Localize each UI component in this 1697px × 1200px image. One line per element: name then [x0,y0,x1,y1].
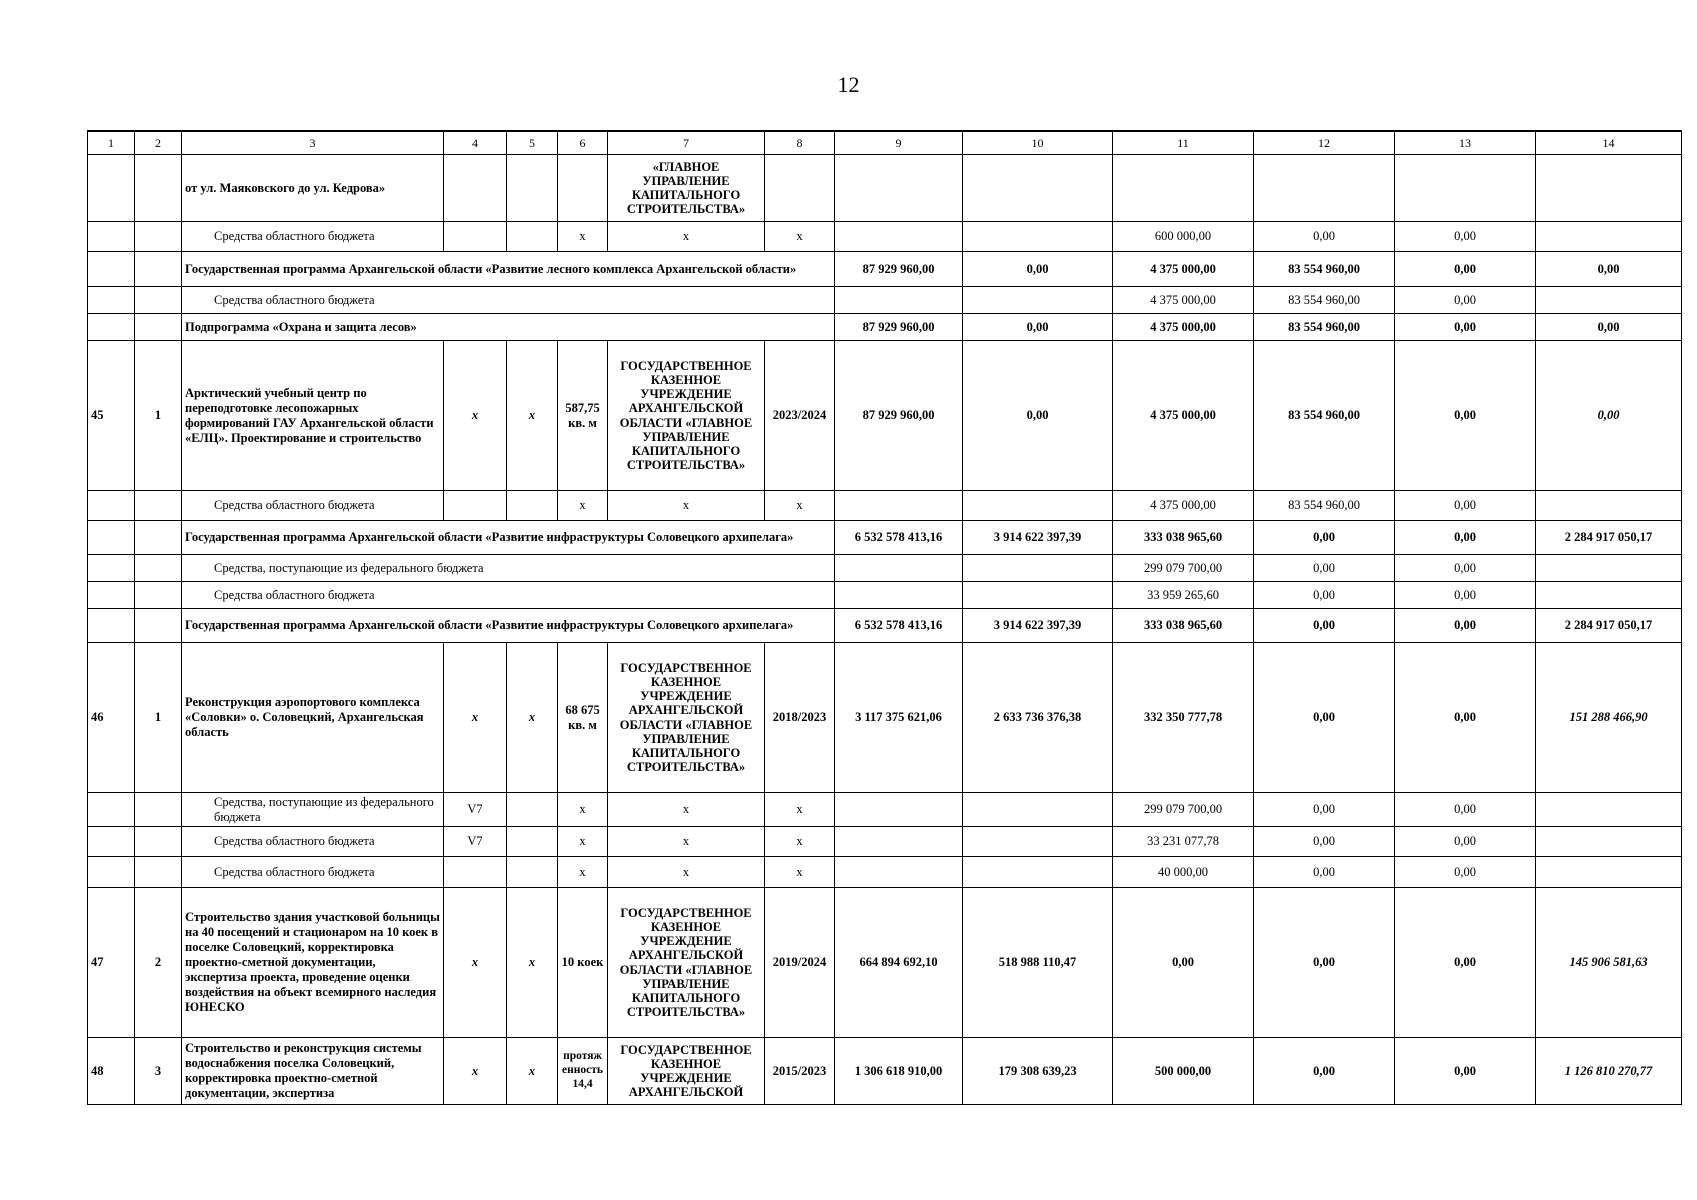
table-row [88,314,1682,341]
row-subnumber: 3 [135,1038,182,1105]
table-row [88,521,1682,555]
table-row [88,643,1682,793]
capacity: 10 коек [558,888,608,1038]
capacity: 68 675 кв. м [558,643,608,793]
funding-source: Средства, поступающие из федерального бюджета [182,555,835,582]
table-row [88,555,1682,582]
amount-col12: 0,00 [1254,521,1395,555]
x-mark: x [608,857,765,888]
x-mark: x [558,491,608,521]
column-header: 14 [1536,131,1682,155]
amount-col12: 0,00 [1254,793,1395,827]
table-row [88,252,1682,287]
program-title: Государственная программа Архангельской области «Развитие инфраструктуры Соловецкого архипелага» [182,609,835,643]
table-row [88,888,1682,1038]
amount-col13: 0,00 [1395,287,1536,314]
amount-col13: 0,00 [1395,491,1536,521]
amount-col10: 179 308 639,23 [963,1038,1113,1105]
capacity: 587,75 кв. м [558,341,608,491]
object-name: Реконструкция аэропортового комплекса «Соловки» о. Соловецкий, Архангельская область [182,643,444,793]
table-row [88,827,1682,857]
amount-col13: 0,00 [1395,521,1536,555]
amount-col13: 0,00 [1395,643,1536,793]
amount-col14: 2 284 917 050,17 [1536,521,1682,555]
period: 2015/2023 [765,1038,835,1105]
amount-col13: 0,00 [1395,888,1536,1038]
period: 2018/2023 [765,643,835,793]
amount-col10: 0,00 [963,314,1113,341]
x-mark: x [558,793,608,827]
amount-col11: 333 038 965,60 [1113,609,1254,643]
row-number: 48 [88,1038,135,1105]
amount-col13: 0,00 [1395,314,1536,341]
x-mark: x [444,643,507,793]
amount-col9: 6 532 578 413,16 [835,521,963,555]
amount-col10: 518 988 110,47 [963,888,1113,1038]
x-mark: x [608,793,765,827]
amount-col11: 4 375 000,00 [1113,341,1254,491]
period: 2019/2024 [765,888,835,1038]
table-row [88,609,1682,643]
amount-col12: 0,00 [1254,888,1395,1038]
organization-cell: «ГЛАВНОЕ УПРАВЛЕНИЕ КАПИТАЛЬНОГО СТРОИТЕЛЬСТВА» [608,155,765,222]
amount-col12: 0,00 [1254,827,1395,857]
x-mark: x [765,827,835,857]
subprogram-title: Подпрограмма «Охрана и защита лесов» [182,314,835,341]
amount-col11: 4 375 000,00 [1113,491,1254,521]
amount-col10: 3 914 622 397,39 [963,609,1113,643]
table-row [88,1038,1682,1105]
x-mark: x [558,827,608,857]
amount-col13: 0,00 [1395,582,1536,609]
amount-col12: 0,00 [1254,555,1395,582]
x-mark: x [608,491,765,521]
amount-col14: 0,00 [1536,252,1682,287]
column-header: 12 [1254,131,1395,155]
funding-source: Средства областного бюджета [182,582,835,609]
row-number: 45 [88,341,135,491]
amount-col13: 0,00 [1395,252,1536,287]
budget-table [87,130,1682,1105]
amount-col9: 1 306 618 910,00 [835,1038,963,1105]
code-cell: V7 [444,827,507,857]
amount-col12: 0,00 [1254,643,1395,793]
table-row [88,793,1682,827]
amount-col9: 87 929 960,00 [835,252,963,287]
object-name: Строительство здания участковой больницы на 40 посещений и стационаром на 10 коек в поселке Соловецкий, корректировка проектно-сметной документации, экспертиза проекта, проведение оценки воздействия на объект всемирного наследия ЮНЕСКО [182,888,444,1038]
x-mark: x [444,888,507,1038]
column-header: 13 [1395,131,1536,155]
column-header: 10 [963,131,1113,155]
table-row [88,857,1682,888]
x-mark: x [608,222,765,252]
amount-col13: 0,00 [1395,341,1536,491]
x-mark: x [608,827,765,857]
amount-col14: 145 906 581,63 [1536,888,1682,1038]
amount-col9: 6 532 578 413,16 [835,609,963,643]
column-header: 2 [135,131,182,155]
column-header: 1 [88,131,135,155]
amount-col11: 500 000,00 [1113,1038,1254,1105]
table-row [88,491,1682,521]
amount-col12: 0,00 [1254,582,1395,609]
amount-col12: 83 554 960,00 [1254,252,1395,287]
amount-col11: 4 375 000,00 [1113,252,1254,287]
amount-col13: 0,00 [1395,857,1536,888]
amount-col12: 83 554 960,00 [1254,287,1395,314]
x-mark: x [507,888,558,1038]
column-number-header-row [88,131,1682,155]
amount-col14: 151 288 466,90 [1536,643,1682,793]
x-mark: x [507,643,558,793]
column-header: 9 [835,131,963,155]
amount-col12: 83 554 960,00 [1254,314,1395,341]
amount-col13: 0,00 [1395,1038,1536,1105]
funding-source: Средства областного бюджета [182,222,444,252]
table-row [88,582,1682,609]
amount-col9: 3 117 375 621,06 [835,643,963,793]
amount-col12: 0,00 [1254,1038,1395,1105]
table-row [88,155,1682,222]
amount-col14: 0,00 [1536,341,1682,491]
amount-col11: 40 000,00 [1113,857,1254,888]
amount-col13: 0,00 [1395,793,1536,827]
column-header: 5 [507,131,558,155]
x-mark: x [558,222,608,252]
x-mark: x [444,1038,507,1105]
amount-col11: 33 231 077,78 [1113,827,1254,857]
amount-col12: 0,00 [1254,609,1395,643]
amount-col14: 0,00 [1536,314,1682,341]
column-header: 4 [444,131,507,155]
row-number: 46 [88,643,135,793]
amount-col11: 333 038 965,60 [1113,521,1254,555]
column-header: 8 [765,131,835,155]
amount-col13: 0,00 [1395,827,1536,857]
amount-col13: 0,00 [1395,222,1536,252]
row-subnumber: 1 [135,341,182,491]
amount-col11: 332 350 777,78 [1113,643,1254,793]
x-mark: x [444,341,507,491]
amount-col14: 1 126 810 270,77 [1536,1038,1682,1105]
organization-cell: ГОСУДАРСТВЕННОЕ КАЗЕННОЕ УЧРЕЖДЕНИЕ АРХАНГЕЛЬСКОЙ [608,1038,765,1105]
organization-cell: ГОСУДАРСТВЕННОЕ КАЗЕННОЕ УЧРЕЖДЕНИЕ АРХАНГЕЛЬСКОЙ ОБЛАСТИ «ГЛАВНОЕ УПРАВЛЕНИЕ КАПИТАЛЬНОГО СТРОИТЕЛЬСТВА» [608,643,765,793]
amount-col10: 2 633 736 376,38 [963,643,1113,793]
funding-source: Средства областного бюджета [182,287,835,314]
amount-col10: 3 914 622 397,39 [963,521,1113,555]
amount-col12: 0,00 [1254,222,1395,252]
table-row [88,222,1682,252]
amount-col11: 33 959 265,60 [1113,582,1254,609]
amount-col11: 299 079 700,00 [1113,793,1254,827]
amount-col11: 600 000,00 [1113,222,1254,252]
funding-source: Средства, поступающие из федерального бюджета [182,793,444,827]
program-title: Государственная программа Архангельской области «Развитие инфраструктуры Соловецкого архипелага» [182,521,835,555]
column-header: 7 [608,131,765,155]
object-name: Арктический учебный центр по переподготовке лесопожарных формирований ГАУ Архангельской области «ЕЛЦ». Проектирование и строительство [182,341,444,491]
amount-col10: 0,00 [963,252,1113,287]
funding-source: Средства областного бюджета [182,827,444,857]
row-title: от ул. Маяковского до ул. Кедрова» [182,155,444,222]
amount-col11: 4 375 000,00 [1113,287,1254,314]
amount-col10: 0,00 [963,341,1113,491]
amount-col11: 0,00 [1113,888,1254,1038]
code-cell: V7 [444,793,507,827]
capacity: протяженность 14,4 [558,1038,608,1105]
x-mark: x [507,341,558,491]
row-subnumber: 2 [135,888,182,1038]
table-row [88,287,1682,314]
amount-col9: 87 929 960,00 [835,314,963,341]
column-header: 6 [558,131,608,155]
object-name: Строительство и реконструкция системы водоснабжения поселка Соловецкий, корректировка проектно-сметной документации, экспертиза [182,1038,444,1105]
amount-col11: 4 375 000,00 [1113,314,1254,341]
amount-col13: 0,00 [1395,555,1536,582]
amount-col9: 87 929 960,00 [835,341,963,491]
column-header: 3 [182,131,444,155]
x-mark: x [765,793,835,827]
amount-col9: 664 894 692,10 [835,888,963,1038]
amount-col13: 0,00 [1395,609,1536,643]
x-mark: x [507,1038,558,1105]
funding-source: Средства областного бюджета [182,857,444,888]
x-mark: x [765,857,835,888]
period: 2023/2024 [765,341,835,491]
table-row [88,341,1682,491]
organization-cell: ГОСУДАРСТВЕННОЕ КАЗЕННОЕ УЧРЕЖДЕНИЕ АРХАНГЕЛЬСКОЙ ОБЛАСТИ «ГЛАВНОЕ УПРАВЛЕНИЕ КАПИТАЛЬНОГО СТРОИТЕЛЬСТВА» [608,341,765,491]
x-mark: x [558,857,608,888]
column-header: 11 [1113,131,1254,155]
program-title: Государственная программа Архангельской области «Развитие лесного комплекса Архангельской области» [182,252,835,287]
funding-source: Средства областного бюджета [182,491,444,521]
organization-cell: ГОСУДАРСТВЕННОЕ КАЗЕННОЕ УЧРЕЖДЕНИЕ АРХАНГЕЛЬСКОЙ ОБЛАСТИ «ГЛАВНОЕ УПРАВЛЕНИЕ КАПИТАЛЬНОГО СТРОИТЕЛЬСТВА» [608,888,765,1038]
row-number: 47 [88,888,135,1038]
row-subnumber: 1 [135,643,182,793]
amount-col11: 299 079 700,00 [1113,555,1254,582]
page-number: 12 [837,72,860,97]
amount-col12: 0,00 [1254,857,1395,888]
amount-col12: 83 554 960,00 [1254,491,1395,521]
x-mark: x [765,491,835,521]
x-mark: x [765,222,835,252]
amount-col14: 2 284 917 050,17 [1536,609,1682,643]
amount-col12: 83 554 960,00 [1254,341,1395,491]
